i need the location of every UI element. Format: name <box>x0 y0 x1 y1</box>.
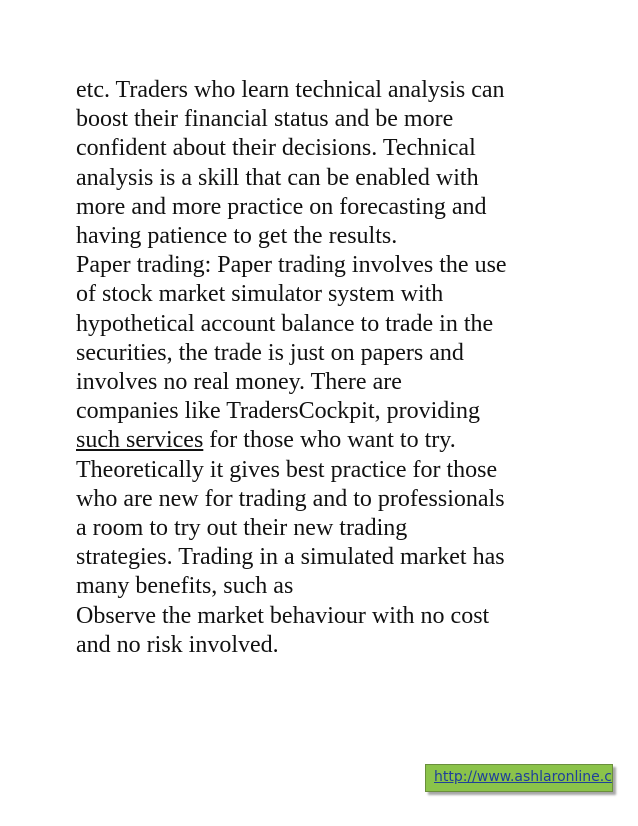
such-services-link[interactable]: such services <box>76 427 204 454</box>
text-line: having patience to get the results. <box>76 223 398 250</box>
text-line: strategies. Trading in a simulated market has <box>76 544 505 571</box>
text-line: involves no real money. There are <box>76 369 402 396</box>
text-line: analysis is a skill that can be enabled with <box>76 164 479 191</box>
text-line: of stock market simulator system with <box>76 281 444 308</box>
body-text <box>76 76 576 660</box>
text-line: and no risk involved. <box>76 631 279 658</box>
footer-url-box <box>425 764 613 792</box>
text-line: more and more practice on forecasting and <box>76 193 487 220</box>
link-line-rest: for those who want to try. <box>203 427 456 454</box>
text-line: confident about their decisions. Technical <box>76 135 476 162</box>
text-line: Theoretically it gives best practice for those <box>76 456 498 483</box>
text-line: hypothetical account balance to trade in the <box>76 310 494 337</box>
text-line: companies like TradersCockpit, providing <box>76 398 480 425</box>
footer-url-link[interactable]: http://www.ashlaronline.c <box>434 769 612 785</box>
text-line: etc. Traders who learn technical analysis can <box>76 77 505 103</box>
text-line: a room to try out their new trading <box>76 515 408 542</box>
text-line: boost their financial status and be more <box>76 106 454 133</box>
text-line: Observe the market behaviour with no cost <box>76 602 490 629</box>
text-line-with-link <box>76 426 576 455</box>
text-line: Paper trading: Paper trading involves the use <box>76 252 507 279</box>
text-line: who are new for trading and to professionals <box>76 485 505 512</box>
text-line: many benefits, such as <box>76 573 294 600</box>
text-line: securities, the trade is just on papers and <box>76 339 464 366</box>
